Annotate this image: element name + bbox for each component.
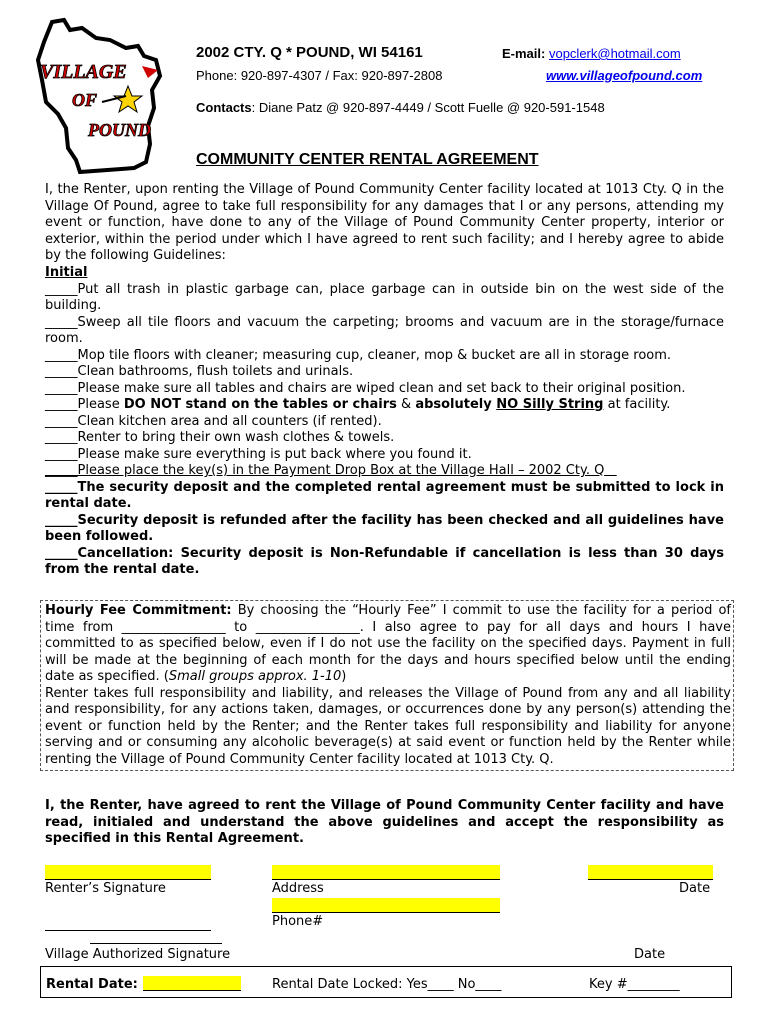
date-label: Date — [679, 881, 711, 896]
rule-item-key-dropbox: _____Please place the key(s) in the Payment Drop Box at the Village Hall – 2002 Cty. Q — [45, 463, 605, 478]
contacts-label: Contacts — [196, 100, 252, 115]
address-field[interactable] — [272, 865, 500, 880]
email-line — [502, 46, 681, 61]
logo-text-village: VILLAGE — [40, 61, 127, 83]
rule-item-refund: _____Security deposit is refunded after the facility has been checked and all guidelines have been followed. — [45, 512, 724, 544]
rule-item: _____Clean bathrooms, flush toilets and urinals. — [45, 364, 354, 379]
phone-label: Phone# — [272, 914, 324, 929]
initial-blank: _____ — [45, 380, 78, 396]
initial-blank: _____ — [45, 364, 78, 379]
village-of-pound-logo — [30, 16, 180, 178]
village-signature-line-2[interactable] — [90, 943, 222, 944]
phone-fax-line: Phone: 920-897-4307 / Fax: 920-897-2808 — [196, 68, 443, 83]
hourly-fee-paragraph: Hourly Fee Commitment: By choosing the “Hourly Fee” I commit to use the facility for a period of time from ________________ to ________________. I also agree to pay for all days and hours I have committed to as specified below, even if I do not use the facility on the specified days. Payment in full will be made at the beginning of each month for the days and hours specified below until the ending date as specified. (Small groups approx. 1-10) — [45, 603, 731, 684]
rule-item-cancellation: _____Cancellation: Security deposit is Non-Refundable if cancellation is less than 30 days from the rental date. — [45, 545, 724, 577]
rule-item: _____Put all trash in plastic garbage can, place garbage can in outside bin on the west side of the building. — [45, 281, 724, 313]
initial-blank: _____ — [45, 314, 78, 330]
intro-paragraph: I, the Renter, upon renting the Village of Pound Community Center facility located at 1013 Cty. Q in the Village Of Pound, agree to take full responsibility for any damages that I or any persons, attending my event or function, have done to any of the Village of Pound Community Center property, interior or exterior, within the period under which I have agreed to rent such facility; and I hereby agree to abide by the following Guidelines: — [45, 182, 724, 263]
contacts-line — [196, 100, 605, 115]
initial-heading: Initial — [45, 265, 88, 280]
hourly-fee-heading: Hourly Fee Commitment: — [45, 603, 232, 618]
initial-blank: _____ — [45, 545, 78, 561]
rental-date-label: Rental Date: — [46, 977, 138, 992]
initial-blank: _____ — [45, 281, 78, 297]
rental-date-locked: Rental Date Locked: Yes____ No____ — [272, 977, 502, 992]
key-number: Key #________ — [589, 977, 680, 992]
address-line: 2002 CTY. Q * POUND, WI 54161 — [196, 44, 423, 61]
contacts-text: : Diane Patz @ 920-897-4449 / Scott Fuelle @ 920-591-1548 — [251, 100, 605, 115]
initial-blank: _____ — [45, 347, 78, 363]
email-label: E-mail: — [502, 46, 546, 61]
date-field[interactable] — [588, 865, 713, 880]
village-signature-label: Village Authorized Signature — [45, 947, 231, 962]
liability-paragraph: Renter takes full responsibility and liability, and releases the Village of Pound from any and all liability and responsibility, for any actions taken, damages, or occurrences done by any person(s) attending the event or function held by the Renter; and the Renter takes full responsibility and liability for anyone serving and or consuming any alcoholic beverage(s) at said event or function held by the Renter while renting the Village of Pound Community Center facility located at 1013 Cty. Q. — [45, 685, 731, 767]
rule-item-no-standing: _____Please DO NOT stand on the tables or chairs & absolutely NO Silly String at facility. — [45, 397, 671, 412]
initial-blank: _____ — [45, 446, 78, 462]
website-link[interactable]: www.villageofpound.com — [546, 68, 703, 83]
logo-text-of: OF — [72, 90, 98, 110]
village-signature-line[interactable] — [45, 930, 211, 931]
village-date-label: Date — [634, 947, 666, 962]
initial-blank: _____ — [45, 397, 78, 412]
rule-item: _____Please make sure all tables and chairs are wiped clean and set back to their original position. — [45, 380, 686, 396]
initial-blank: _____ — [45, 479, 78, 495]
address-label: Address — [272, 881, 324, 896]
logo-text-pound: POUND — [88, 120, 151, 140]
guidelines-list — [45, 265, 724, 579]
initial-blank: _____ — [45, 512, 78, 528]
rule-item: _____Sweep all tile floors and vacuum the carpeting; brooms and vacuum are in the storage/furnace room. — [45, 314, 724, 346]
hourly-fee-box — [40, 600, 734, 771]
initial-blank: _____ — [45, 430, 78, 445]
renter-signature-label: Renter’s Signature — [45, 881, 166, 896]
agreement-statement: I, the Renter, have agreed to rent the Village of Pound Community Center facility and have read, initialed and understand the above guidelines and accept the responsibility as specified in this Rental Agreement. — [45, 798, 724, 846]
rule-item: _____Clean kitchen area and all counters (if rented). — [45, 413, 382, 429]
initial-blank: _____ — [45, 463, 78, 478]
rule-item: _____Mop tile floors with cleaner; measuring cup, cleaner, mop & bucket are all in storage room. — [45, 347, 672, 363]
renter-signature-field[interactable] — [45, 865, 211, 880]
email-link[interactable]: vopclerk@hotmail.com — [548, 46, 681, 61]
rental-date-field[interactable] — [143, 976, 241, 991]
page-title: COMMUNITY CENTER RENTAL AGREEMENT — [196, 151, 539, 168]
phone-field[interactable] — [272, 898, 500, 913]
rule-item: _____Please make sure everything is put back where you found it. — [45, 446, 472, 462]
rule-item-deposit: _____The security deposit and the completed rental agreement must be submitted to lock in rental date. — [45, 479, 724, 511]
rule-item: _____Renter to bring their own wash clothes & towels. — [45, 430, 395, 445]
initial-blank: _____ — [45, 413, 78, 429]
